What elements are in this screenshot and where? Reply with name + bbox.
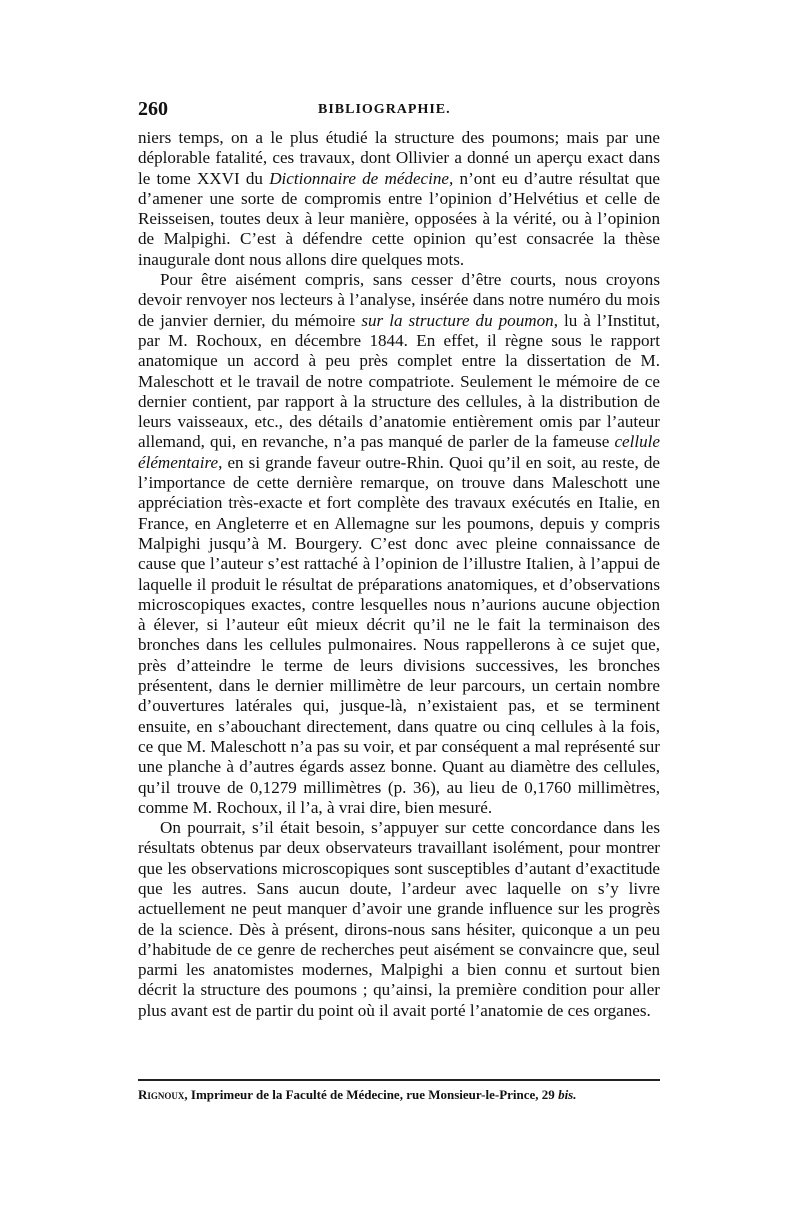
- printer-name: Rignoux: [138, 1087, 185, 1102]
- page-number: 260: [138, 98, 168, 120]
- italic-text: cellule élémentaire: [138, 432, 660, 472]
- paragraph-text: niers temps, on a le plus étudié la structure des poumons; mais par une déplorable fatalité, ces travaux, dont Ollivier a donné un aperçu exact dans le tome XXVI du: [138, 128, 660, 188]
- paragraph-text: On pourrait, s’il était besoin, s’appuyer sur cette concordance dans les résultats obtenus par deux observateurs travaillant isolément, pour montrer que les observations microscopiques sont susceptibles d’autant d’exactitude que les autres. Sans aucun doute, l’ardeur avec laquelle on s’y livre actuellement ne peut manquer d’avoir une grande influence sur les progrès de la science. Dès à présent, dirons-nous sans hésiter, quiconque a un peu d’habitude de ce genre de recherches peut aisément se convaincre que, seul parmi les anatomistes modernes, Malpighi a bien connu et surtout bien décrit la structure des poumons ; qu’ainsi, la première condition pour aller plus avant est de partir du point où il avait porté l’anatomie de ces organes.: [138, 818, 660, 1020]
- printer-imprint: [138, 1087, 668, 1103]
- running-title: BIBLIOGRAPHIE.: [318, 102, 451, 117]
- paragraph-text: Pour être aisément compris, sans cesser d’être courts, nous croyons devoir renvoyer nos lecteurs à l’analyse, insérée dans notre numéro du mois de janvier dernier, du mémoire: [138, 270, 660, 330]
- address-suffix: bis.: [558, 1087, 577, 1102]
- italic-text: Dictionnaire de médecine,: [269, 168, 454, 188]
- body-text: [138, 128, 660, 1021]
- paragraph: [138, 818, 660, 1021]
- paragraph-text: , en si grande faveur outre-Rhin. Quoi qu’il en soit, au reste, de l’importance de cette dernière remarque, on trouve dans Maleschott une appréciation très-exacte et fort complète des travaux exécutés en Italie, en France, en Angleterre et en Allemagne sur les poumons, depuis y compris Malpighi jusqu’à M. Bourgery. C’est donc avec pleine connaissance de cause que l’auteur s’est rattaché à l’opinion de l’illustre Italien, à l’appui de laquelle il produit le résultat de préparations anatomiques, et d’observations microscopiques exactes, contre lesquelles nous n’aurions aucune objection à élever, si l’auteur eût mieux décrit qu’il ne le fait la terminaison des bronches dans les cellules pulmonaires. Nous rappellerons à ce sujet que, près d’atteindre le terme de leurs divisions successives, les bronches présentent, dans le dernier millimètre de leur parcours, un certain nombre d’ouvertures latérales qui, jusque-là, n’existaient pas, et se terminent ensuite, en s’abouchant directement, dans quatre ou cinq cellules à la fois, ce que M. Maleschott n’a pas su voir, et par conséquent a mal représenté sur une planche à d’autres égards assez bonne. Quant au diamètre des cellules, qu’il trouve de 0,1279 millimètres (p. 36), au lieu de 0,1760 millimètres, comme M. Rochoux, il l’a, à vrai dire, bien mesuré.: [138, 452, 660, 817]
- printer-address: , Imprimeur de la Faculté de Médecine, rue Monsieur-le-Prince, 29: [184, 1087, 559, 1102]
- book-page: [138, 98, 660, 1021]
- page-header: [138, 98, 660, 128]
- footer-rule: [138, 1079, 660, 1081]
- paragraph-text: , lu à l’Institut, par M. Rochoux, en décembre 1844. En effet, il règne sous le rapport anatomique un accord à peu près complet entre la dissertation de M. Maleschott et le travail de notre compatriote. Seulement le mémoire de ce dernier contient, par rapport à la structure des cellules, à la distribution de leurs vaisseaux, etc., des détails d’anatomie entièrement omis par l’auteur allemand, qui, en revanche, n’a pas manqué de parler de la fameuse: [138, 310, 660, 452]
- paragraph-text: n’ont eu d’autre résultat que d’amener une sorte de compromis entre l’opinion d’Helvétius et celle de Reisseisen, toutes deux à leur manière, opposées à la vérité, ou à l’opinion de Malpighi. C’est à défendre cette opinion qu’est consacrée la thèse inaugurale dont nous allons dire quelques mots.: [138, 168, 661, 269]
- paragraph: [138, 270, 660, 818]
- italic-text: sur la structure du poumon: [361, 310, 554, 330]
- paragraph: [138, 128, 660, 270]
